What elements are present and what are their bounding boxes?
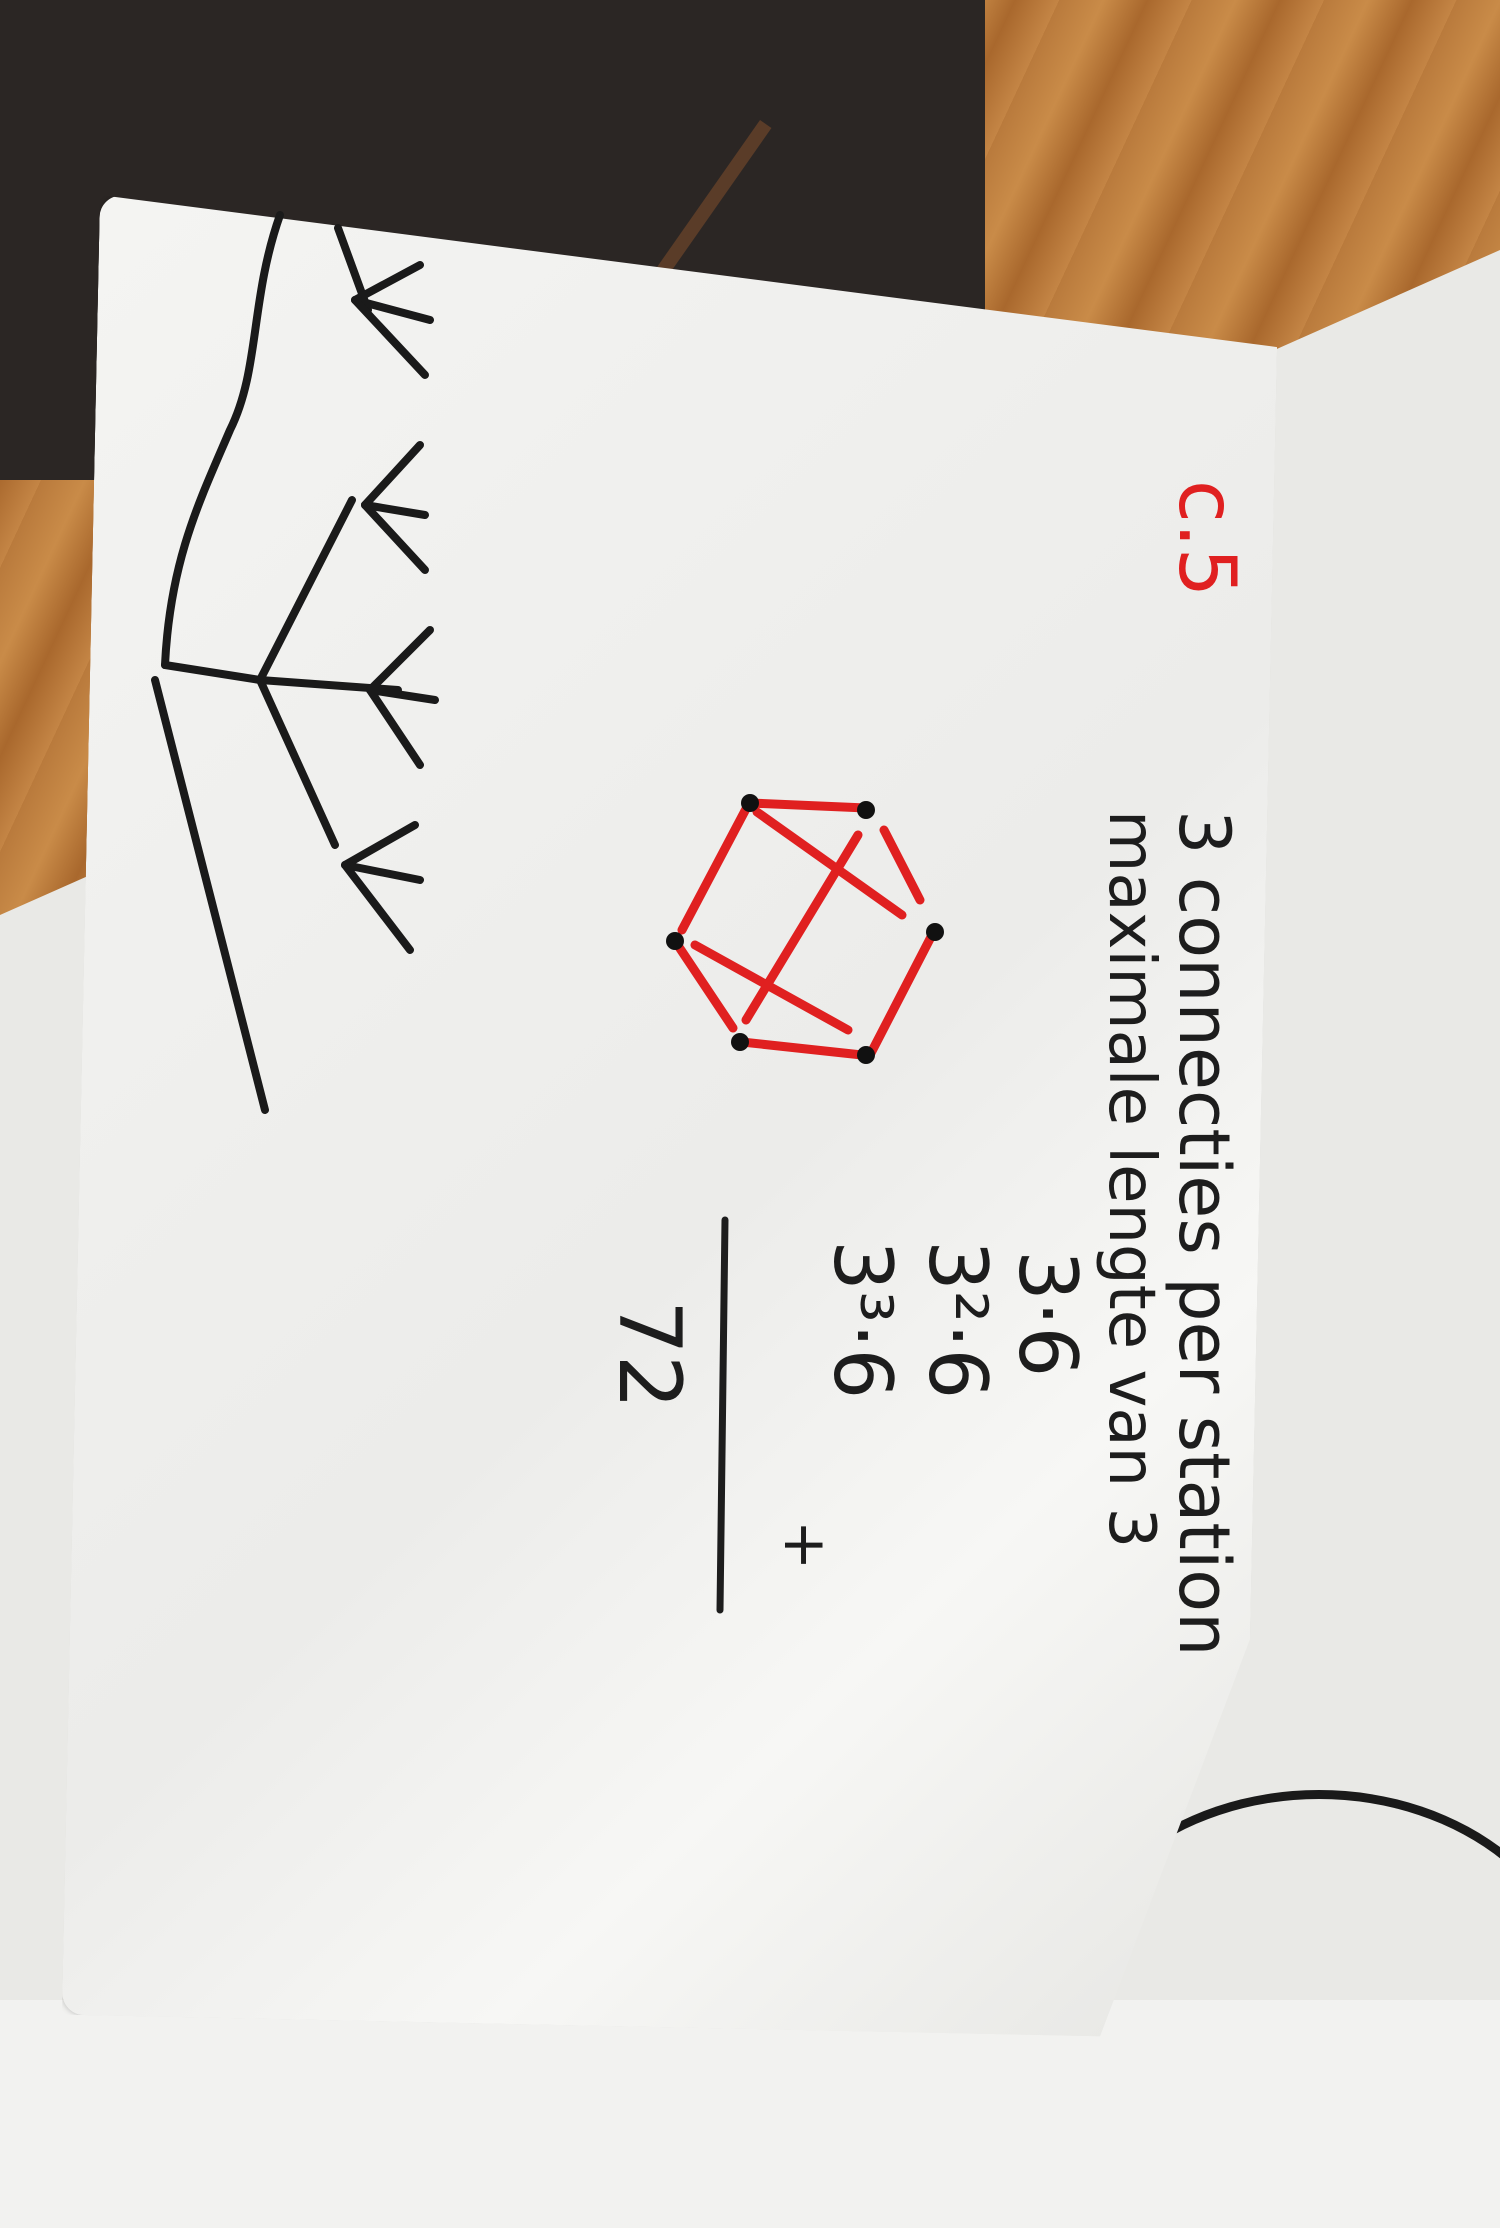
sum-term-2: 3²·6 — [911, 1240, 1004, 1400]
text-maximale-lengte: maximale lengte van 3 — [1094, 810, 1168, 1549]
sum-term-3: 3³·6 — [816, 1240, 909, 1400]
sum-result: 72 — [599, 1300, 699, 1410]
tree-diagram — [155, 215, 435, 1110]
hexagon-graph — [677, 803, 932, 1055]
label-c5: c.5 — [1161, 480, 1251, 598]
sum-line — [720, 1220, 725, 1610]
sum-term-1: 3·6 — [1001, 1250, 1094, 1378]
sum-plus: + — [770, 1520, 840, 1571]
text-connecties: 3 connecties per station — [1163, 810, 1245, 1657]
